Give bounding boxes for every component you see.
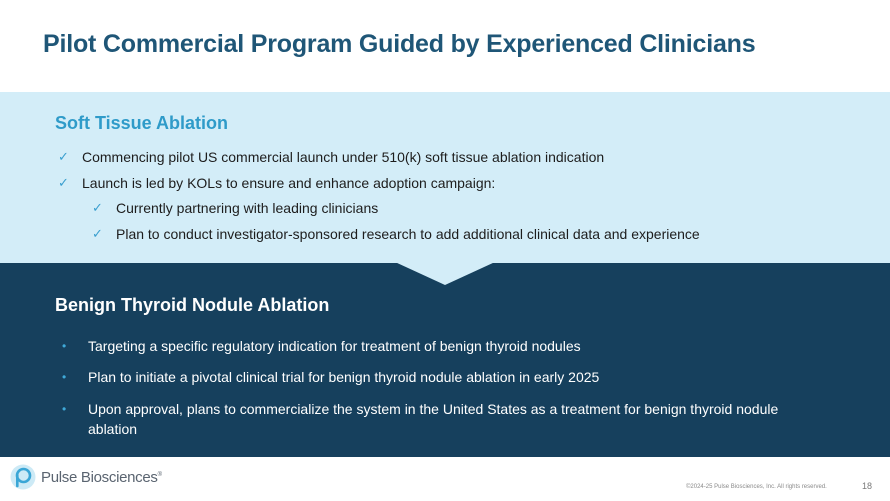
copyright-notice: ©2024-25 Pulse Biosciences, Inc. All rights reserved.: [686, 484, 827, 490]
list-item: [62, 399, 822, 439]
list-item: [58, 175, 495, 191]
pulse-logo-icon: [10, 464, 36, 490]
checkmark-icon: ✓: [58, 175, 69, 190]
slide-title: Pilot Commercial Program Guided by Experienced Clinicians: [43, 30, 756, 58]
bullet-dot-icon: •: [62, 339, 67, 353]
list-item-nested: [92, 200, 378, 216]
list-item-text: Currently partnering with leading clinicians: [116, 200, 379, 216]
list-item-text: Upon approval, plans to commercialize the system in the United States as a treatment for benign thyroid nodule ablation: [88, 401, 779, 437]
list-item: [62, 367, 822, 387]
bullet-dot-icon: •: [62, 402, 67, 416]
soft-tissue-heading: Soft Tissue Ablation: [55, 113, 229, 133]
list-item: [58, 149, 604, 165]
logo-wordmark: Pulse Biosciences®: [41, 468, 162, 486]
chevron-down-icon: [395, 262, 495, 286]
page-number: 18: [862, 481, 873, 491]
company-logo: [10, 464, 162, 490]
list-item: [62, 336, 822, 356]
list-item-text: Launch is led by KOLs to ensure and enhance adoption campaign:: [82, 175, 496, 191]
checkmark-icon: ✓: [92, 226, 103, 241]
checkmark-icon: ✓: [92, 200, 103, 215]
bullet-dot-icon: •: [62, 370, 67, 384]
checkmark-icon: ✓: [58, 149, 69, 164]
list-item-nested: [92, 226, 700, 242]
list-item-text: Targeting a specific regulatory indication for treatment of benign thyroid nodules: [88, 338, 581, 354]
thyroid-heading: Benign Thyroid Nodule Ablation: [55, 295, 330, 315]
list-item-text: Plan to conduct investigator-sponsored research to add additional clinical data and experience: [116, 226, 700, 242]
list-item-text: Plan to initiate a pivotal clinical trial for benign thyroid nodule ablation in early 2025: [88, 369, 600, 385]
list-item-text: Commencing pilot US commercial launch under 510(k) soft tissue ablation indication: [82, 149, 605, 165]
